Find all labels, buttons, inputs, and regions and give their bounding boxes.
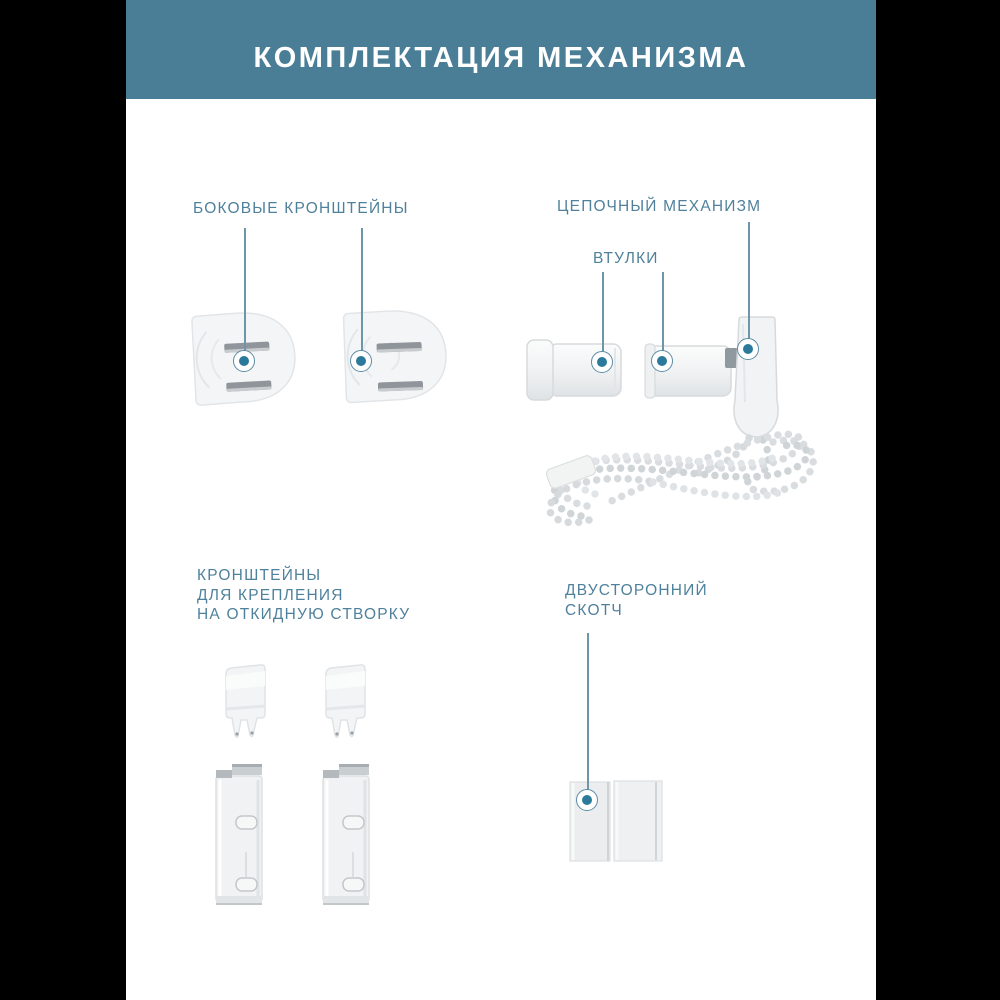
pointer-line-chain-mechanism	[748, 222, 750, 340]
tall-bracket-figure-2	[319, 760, 373, 910]
label-tape-line2: СКОТЧ	[565, 601, 623, 619]
bead-chain-figure	[550, 434, 814, 522]
label-sash-brackets-line1: КРОНШТЕЙНЫ	[197, 567, 322, 584]
clip-bracket-figure-1	[220, 664, 270, 740]
marker-dot-icon-side-bracket-2	[350, 350, 372, 372]
page-title: КОМПЛЕКТАЦИЯ МЕХАНИЗМА	[253, 42, 749, 74]
chain-mechanism-figure	[523, 316, 835, 552]
marker-dot-icon-side-bracket-1	[233, 350, 255, 372]
pointer-line-tape	[587, 633, 589, 790]
pointer-line-side-bracket-1	[244, 228, 246, 351]
label-sash-brackets-line3: НА ОТКИДНУЮ СТВОРКУ	[197, 606, 411, 623]
label-chain-mechanism: ЦЕПОЧНЫЙ МЕХАНИЗМ	[557, 198, 762, 215]
header-banner	[126, 0, 876, 99]
chain-mechanism-housing	[734, 317, 778, 437]
pointer-line-bushing-1	[602, 272, 604, 353]
label-sash-brackets-line2: ДЛЯ КРЕПЛЕНИЯ	[197, 586, 344, 604]
pointer-line-side-bracket-2	[361, 228, 363, 351]
left-black-bar	[0, 0, 126, 1000]
bushing-1	[549, 344, 621, 396]
marker-dot-icon-chain-mechanism	[737, 338, 759, 360]
clip-bracket-figure-2	[320, 664, 370, 740]
marker-dot-icon-bushing-1	[591, 351, 613, 373]
label-tape-line1: ДВУСТОРОННИЙ	[565, 582, 708, 599]
pointer-line-bushing-2	[662, 272, 664, 352]
right-black-bar	[876, 0, 1000, 1000]
label-bushings: ВТУЛКИ	[593, 250, 659, 267]
tall-bracket-figure-1	[212, 760, 266, 910]
label-tape	[565, 581, 708, 620]
marker-dot-icon-tape	[576, 789, 598, 811]
marker-dot-icon-bushing-2	[651, 350, 673, 372]
label-sash-brackets	[197, 566, 410, 625]
label-side-brackets: БОКОВЫЕ КРОНШТЕЙНЫ	[193, 200, 409, 217]
